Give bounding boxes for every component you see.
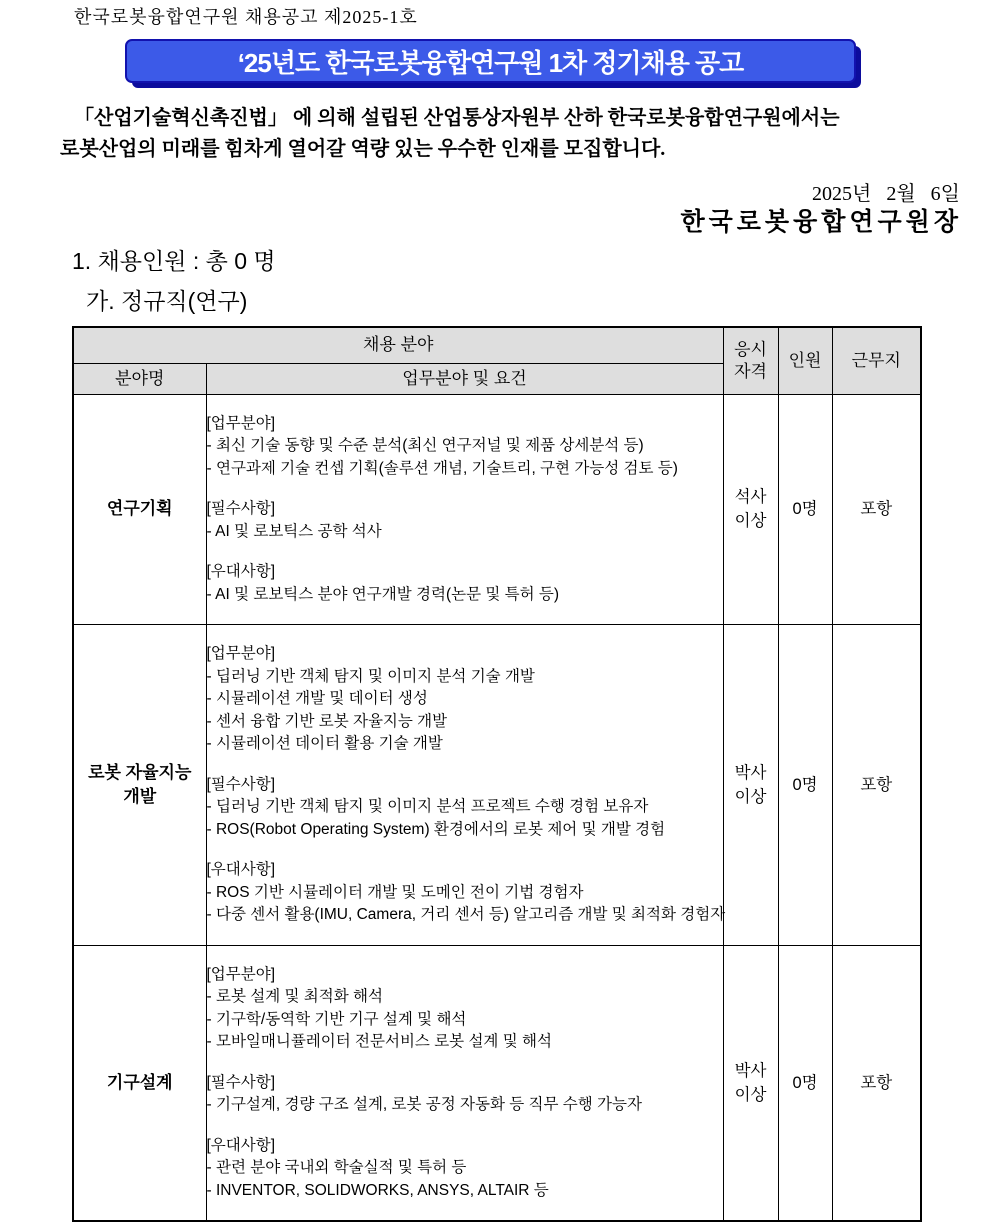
table-row <box>73 625 921 946</box>
header-recruit-field: 채용 분야 <box>73 327 723 363</box>
table-row <box>73 945 921 1221</box>
duty-cell <box>206 945 723 1221</box>
header-location: 근무지 <box>832 327 921 394</box>
field-name-cell: 로봇 자율지능 개발 <box>73 625 206 946</box>
location-cell: 포항 <box>832 394 921 625</box>
table-row <box>73 394 921 625</box>
duty-section-preferred: [우대사항] - AI 및 로보틱스 분야 연구개발 경력(논문 및 특허 등) <box>206 563 560 603</box>
duty-cell <box>206 394 723 625</box>
qualification-cell: 박사 이상 <box>723 625 778 946</box>
duty-section-required: [필수사항] - 기구설계, 경량 구조 설계, 로봇 공정 자동화 등 직무 수행 가능자 <box>206 1073 642 1113</box>
subsection-heading-regular-research: 가. 정규직(연구) <box>86 288 248 314</box>
signer-title: 한국로봇융합연구원장 <box>680 209 962 236</box>
qualification-cell: 박사 이상 <box>723 945 778 1221</box>
section-heading-recruit-count: 1. 채용인원 : 총 0 명 <box>72 248 276 274</box>
duty-section-preferred: [우대사항] - 관련 분야 국내외 학술실적 및 특허 등 - INVENTOR, SOLIDWORKS, ANSYS, ALTAIR 등 <box>206 1136 549 1199</box>
duty-section-work: [업무분야] - 로봇 설계 및 최적화 해석 - 기구학/동역학 기반 기구 설계 및 해석 - 모바일매니퓰레이터 전문서비스 로봇 설계 및 해석 <box>206 965 552 1050</box>
qualification-cell: 석사 이상 <box>723 394 778 625</box>
header-headcount: 인원 <box>778 327 832 394</box>
notice-date: 2025년 2월 6일 <box>812 183 960 205</box>
location-cell: 포항 <box>832 945 921 1221</box>
recruitment-table <box>72 326 922 1222</box>
header-qualification-line1: 응시 <box>734 339 767 359</box>
duty-section-preferred: [우대사항] - ROS 기반 시뮬레이터 개발 및 도메인 전이 기법 경험자 - 다중 센서 활용(IMU, Camera, 거리 센서 등) 알고리즘 개발 및 최적화 경험자 <box>206 861 726 923</box>
header-field-name: 분야명 <box>73 363 206 394</box>
field-name-cell: 연구기획 <box>73 394 206 625</box>
duty-cell <box>206 625 726 946</box>
header-duty: 업무분야 및 요건 <box>206 363 723 394</box>
page-title: ‘25년도 한국로봇융합연구원 1차 정기채용 공고 <box>237 47 744 78</box>
duty-section-required: [필수사항] - 딥러닝 기반 객체 탐지 및 이미지 분석 프로젝트 수행 경험 보유자 - ROS(Robot Operating System) 환경에서의 로봇 제어 및 개발 경험 <box>206 775 666 838</box>
field-name-cell: 기구설계 <box>73 945 206 1221</box>
headcount-cell: 0명 <box>778 394 832 625</box>
table-header-row-1 <box>73 327 921 363</box>
doc-number: 한국로봇융합연구원 채용공고 제2025-1호 <box>74 7 418 27</box>
header-qualification <box>723 327 778 394</box>
intro-paragraph: 「산업기술혁신촉진법」 에 의해 설립된 산업통상자원부 산하 한국로봇융합연구원에서는 로봇산업의 미래를 힘차게 열어갈 역량 있는 우수한 인재를 모집합니다. <box>60 107 840 160</box>
duty-section-work: [업무분야] - 딥러닝 기반 객체 탐지 및 이미지 분석 기술 개발 - 시뮬레이션 개발 및 데이터 생성 - 센서 융합 기반 로봇 자율지능 개발 - 시뮬레이션 데이터 활용 기술 개발 <box>206 645 535 752</box>
duty-section-required: [필수사항] - AI 및 로보틱스 공학 석사 <box>206 500 382 540</box>
headcount-cell: 0명 <box>778 625 832 946</box>
duty-section-work: [업무분야] - 최신 기술 동향 및 수준 분석(최신 연구저널 및 제품 상세분석 등) - 연구과제 기술 컨셉 기획(솔루션 개념, 기술트리, 구현 가능성 검토 등) <box>206 414 678 477</box>
headcount-cell: 0명 <box>778 945 832 1221</box>
location-cell: 포항 <box>832 625 921 946</box>
header-qualification-line2: 자격 <box>734 361 767 381</box>
title-banner <box>125 39 856 83</box>
